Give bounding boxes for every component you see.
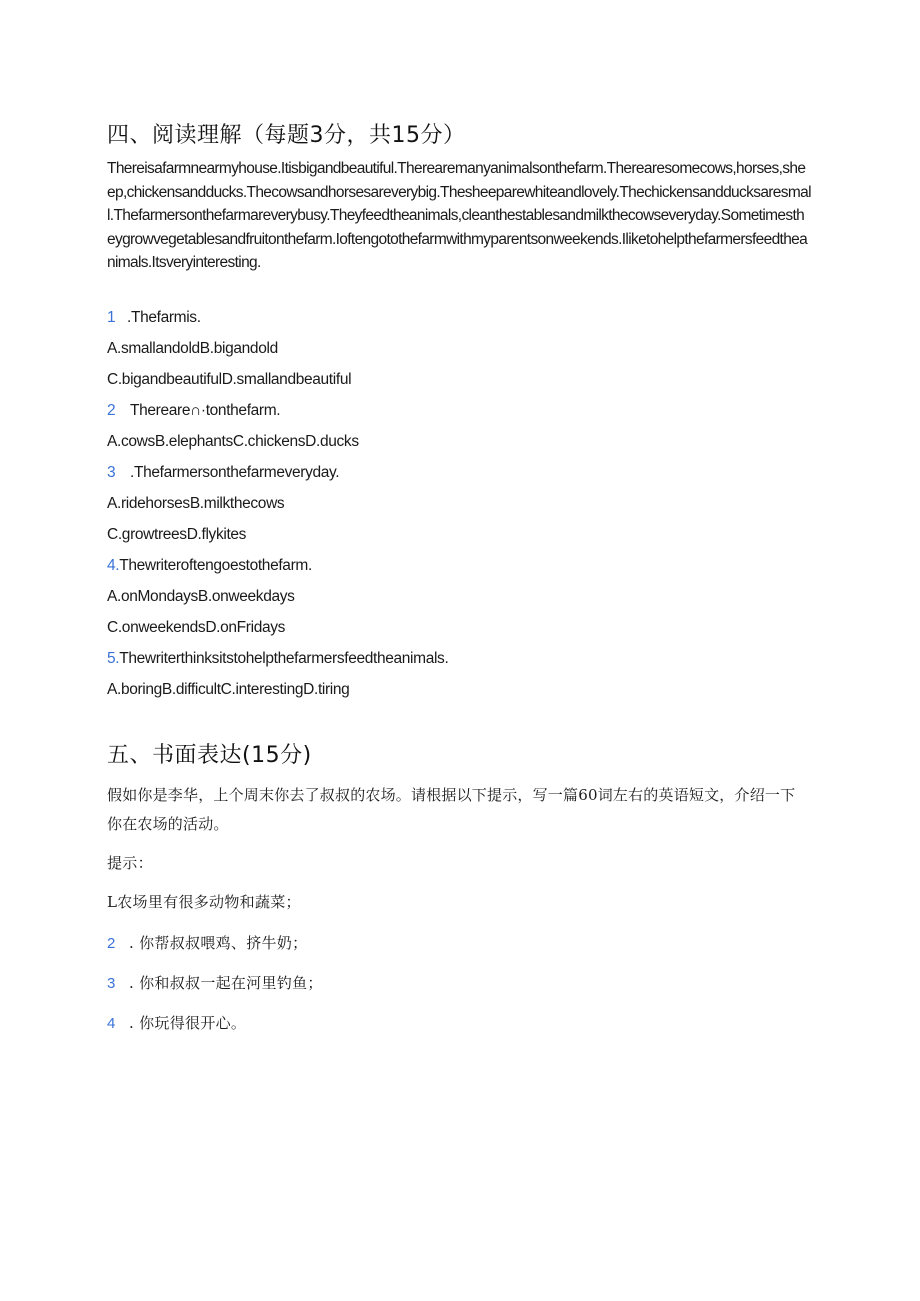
hint-number: 2 [107, 935, 116, 952]
question-number: 5. [107, 650, 120, 667]
question-5-options-line-1: A.boringB.difficultC.interestingD.tiring [107, 681, 350, 698]
question-1-options-line-2: C.bigandbeautifulD.smallandbeautiful [107, 371, 352, 388]
hint-number: 3 [107, 975, 116, 992]
question-number: 1 [107, 309, 116, 326]
question-2 [107, 402, 280, 420]
question-text: .Thefarmis. [127, 309, 201, 326]
question-number: 4. [107, 557, 120, 574]
section-4-title: 四、阅读理解（每题3分，共15分） [107, 123, 466, 148]
hint-1: L农场里有很多动物和蔬菜； [107, 893, 301, 911]
question-text: Thewriteroftengoestothefarm. [119, 557, 312, 574]
section-5-title: 五、书面表达(15分) [107, 743, 312, 768]
hint-2 [107, 932, 307, 953]
hint-3 [107, 972, 323, 993]
writing-prompt: 假如你是李华，上个周末你去了叔叔的农场。请根据以下提示，写一篇60词左右的英语短文，介绍一下你在农场的活动。 [107, 786, 796, 833]
hint-number: 4 [107, 1015, 116, 1032]
hint-text: . 你玩得很开心。 [129, 1014, 247, 1032]
question-5 [107, 650, 448, 668]
question-number: 2 [107, 402, 116, 419]
question-4-options-line-2: C.onweekendsD.onFridays [107, 619, 286, 636]
question-number: 3 [107, 464, 116, 481]
question-2-options-line-1: A.cowsB.elephantsC.chickensD.ducks [107, 433, 359, 450]
question-3-options-line-2: C.growtreesD.flykites [107, 526, 247, 543]
hint-text: . 你帮叔叔喂鸡、挤牛奶； [129, 934, 308, 952]
question-text: Thereare∩·tonthefarm. [130, 402, 281, 419]
question-1-options-line-1: A.smallandoldB.bigandold [107, 340, 278, 357]
hint-label: 提示： [107, 854, 153, 872]
question-4-options-line-1: A.onMondaysB.onweekdays [107, 588, 295, 605]
question-1 [107, 309, 201, 327]
reading-passage: Thereisafarmnearmyhouse.Itisbigandbeautiful.Therearemanyanimalsonthefarm.Therearesomecows,horses,sheep,chickensandducks.Thecowsandhorsesareverybig.Thesheeparewhiteandlovely.Thechickensandducksaresmall.Thefarmersonthefarmareverybusy.Theyfeedtheanimals,cleanthestablesandmilkthecowseveryday.Sometimestheygrowvegetablesandfruitonthefarm.Ioftengotothefarmwithmyparentsonweekends.Iliketohelpthefarmersfeedtheanimals.Itsveryinteresting. [107, 160, 811, 271]
hint-text: . 你和叔叔一起在河里钓鱼； [129, 974, 323, 992]
question-text: Thewriterthinksitstohelpthefarmersfeedtheanimals. [119, 650, 449, 667]
question-3-options-line-1: A.ridehorsesB.milkthecows [107, 495, 285, 512]
hint-4 [107, 1012, 246, 1033]
question-3 [107, 464, 339, 482]
question-4 [107, 557, 312, 575]
question-text: .Thefarmersonthefarmeveryday. [130, 464, 340, 481]
